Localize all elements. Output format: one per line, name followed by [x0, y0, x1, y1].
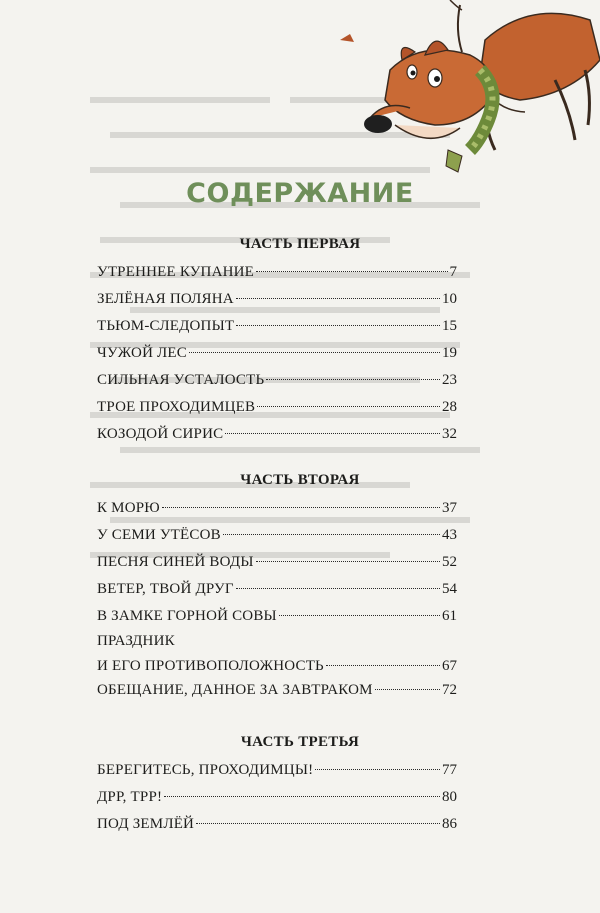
dot-leader [266, 379, 440, 380]
toc-entry[interactable] [97, 398, 457, 416]
toc-entry-page: 54 [442, 581, 457, 597]
toc-entry-label: ЗЕЛЁНАЯ ПОЛЯНА [97, 291, 234, 307]
dot-leader [375, 689, 440, 690]
dot-leader [256, 561, 440, 562]
toc-entry-label: КОЗОДОЙ СИРИС [97, 426, 224, 442]
toc-entry-label: БЕРЕГИТЕСЬ, ПРОХОДИМЦЫ! [97, 762, 314, 778]
toc-entry[interactable] [97, 580, 457, 598]
toc-entry-page: 32 [442, 426, 457, 442]
toc-entry-page: 61 [442, 608, 457, 624]
dot-leader [162, 507, 440, 508]
toc-entry[interactable] [97, 425, 457, 443]
toc-entry-label: СИЛЬНАЯ УСТАЛОСТЬ [97, 372, 265, 388]
dot-leader [315, 769, 440, 770]
toc-entry-page: 28 [442, 399, 457, 415]
toc-entry-page: 86 [442, 816, 457, 832]
dot-leader [236, 298, 440, 299]
toc-entry-label-line2: И ЕГО ПРОТИВОПОЛОЖНОСТЬ [97, 658, 324, 674]
dot-leader [236, 588, 440, 589]
toc-entry-label: У СЕМИ УТЁСОВ [97, 527, 221, 543]
toc-entry-page: 72 [442, 682, 457, 698]
dot-leader [279, 615, 440, 616]
dot-leader [225, 433, 440, 434]
toc-entry-label: ВЕТЕР, ТВОЙ ДРУГ [97, 581, 234, 597]
dog-illustration [330, 0, 600, 185]
dot-leader [236, 325, 440, 326]
toc-entry[interactable] [97, 681, 457, 699]
toc-entry-page: 52 [442, 554, 457, 570]
toc-entry-label: ПЕСНЯ СИНЕЙ ВОДЫ [97, 554, 254, 570]
toc-entry[interactable] [97, 499, 457, 517]
toc-entry[interactable] [97, 632, 457, 675]
toc-entry-label: ПРАЗДНИК [97, 633, 175, 649]
toc-entry-label: К МОРЮ [97, 500, 160, 516]
toc-entry[interactable] [97, 263, 457, 281]
toc-entry[interactable] [97, 290, 457, 308]
toc-entry-page: 37 [442, 500, 457, 516]
dot-leader [223, 534, 440, 535]
part-title: ЧАСТЬ ПЕРВАЯ [239, 236, 361, 252]
toc-entry-label: ЧУЖОЙ ЛЕС [97, 345, 187, 361]
toc-entry[interactable] [97, 788, 457, 806]
dot-leader [257, 406, 440, 407]
toc-entry[interactable] [97, 553, 457, 571]
toc-entry-page: 19 [442, 345, 457, 361]
part-title: ЧАСТЬ ТРЕТЬЯ [240, 734, 360, 750]
toc-entry-page: 80 [442, 789, 457, 805]
toc-entry[interactable] [97, 607, 457, 625]
toc-entry[interactable] [97, 371, 457, 389]
toc-entry[interactable] [97, 815, 457, 833]
part-title: ЧАСТЬ ВТОРАЯ [240, 472, 360, 488]
toc-entry-label: ДРР, ТРР! [97, 789, 163, 805]
toc-entry-label: ТЬЮМ-СЛЕДОПЫТ [97, 318, 235, 334]
contents-title: СОДЕРЖАНИЕ [186, 178, 414, 209]
toc-entry[interactable] [97, 526, 457, 544]
toc-entry-label: В ЗАМКЕ ГОРНОЙ СОВЫ [97, 608, 277, 624]
toc-entry[interactable] [97, 344, 457, 362]
toc-entry-page: 23 [442, 372, 457, 388]
toc-entry-page: 77 [442, 762, 457, 778]
toc-entry-page: 10 [442, 291, 457, 307]
toc-entry[interactable] [97, 317, 457, 335]
toc-entry-label: УТРЕННЕЕ КУПАНИЕ [97, 264, 255, 280]
dot-leader [189, 352, 440, 353]
toc-entry-page: 67 [442, 658, 457, 674]
toc-entry-page: 7 [449, 264, 457, 280]
dot-leader [326, 665, 440, 666]
toc-entry-label: ПОД ЗЕМЛЁЙ [97, 816, 195, 832]
dot-leader [256, 271, 447, 272]
toc-entry[interactable] [97, 761, 457, 779]
toc-entry-page: 15 [442, 318, 457, 334]
toc-entry-page: 43 [442, 527, 457, 543]
toc-entry-label: ТРОЕ ПРОХОДИМЦЕВ [97, 399, 256, 415]
toc-entry-label: ОБЕЩАНИЕ, ДАННОЕ ЗА ЗАВТРАКОМ [97, 682, 373, 698]
dot-leader [196, 823, 440, 824]
dot-leader [164, 796, 440, 797]
